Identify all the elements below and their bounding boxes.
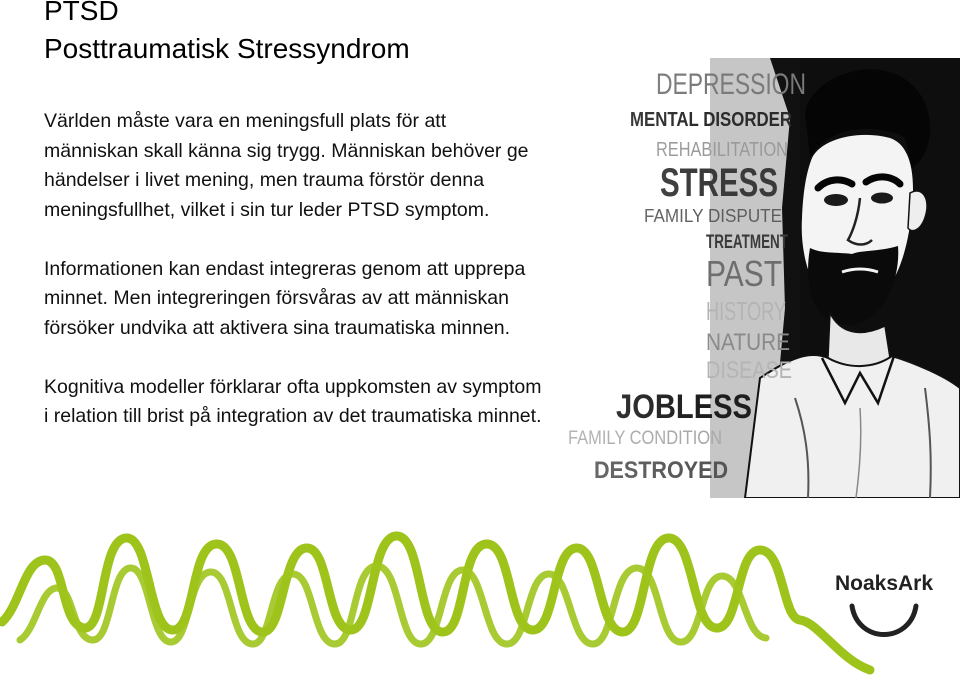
word-family-condition: FAMILY CONDITION [568, 428, 722, 449]
paragraph-1: Världen måste vara en meningsfull plats för att människan skall känna sig trygg. Människan behöver ge händelser i livet mening, men trauma förstör denna meningsfullhet, vilket i sin tur leder PTSD symptom. [44, 110, 529, 221]
noaksark-logo [822, 572, 946, 650]
word-stress: STRESS [660, 161, 778, 205]
wave-line-inner [20, 566, 766, 644]
word-nature: NATURE [706, 329, 790, 356]
ark-icon [848, 600, 920, 646]
paragraph-2: Informationen kan endast integreras genom att upprepa minnet. Men integreringen försvåras av att människan försöker undvika att aktivera sina traumatiska minnen. [44, 257, 526, 339]
slide-title: PTSD [44, 0, 119, 26]
paragraph-3: Kognitiva modeller förklarar ofta uppkomsten av symptom i relation till brist på integration av det traumatiska minnet. [44, 375, 542, 427]
illustration-fade [560, 58, 960, 498]
word-disease: DISEASE [706, 357, 792, 384]
body-text [44, 107, 544, 432]
word-family-dispute: FAMILY DISPUTE [644, 206, 782, 226]
word-past: PAST [706, 253, 783, 294]
title-block [44, 0, 410, 68]
word-destroyed: DESTROYED [594, 457, 728, 484]
logo-name: NoaksArk [834, 572, 934, 595]
word-history: HISTORY [706, 296, 786, 326]
word-depression: DEPRESSION [656, 68, 806, 101]
word-mental-disorder: MENTAL DISORDER [630, 109, 793, 131]
ptsd-illustration [560, 58, 960, 498]
word-rehabilitation: REHABILITATION [656, 139, 788, 161]
slide-subtitle: Posttraumatisk Stressyndrom [44, 33, 410, 64]
decorative-wave [0, 510, 960, 677]
word-treatment: TREATMENT [706, 232, 789, 253]
word-jobless: JOBLESS [616, 388, 752, 426]
